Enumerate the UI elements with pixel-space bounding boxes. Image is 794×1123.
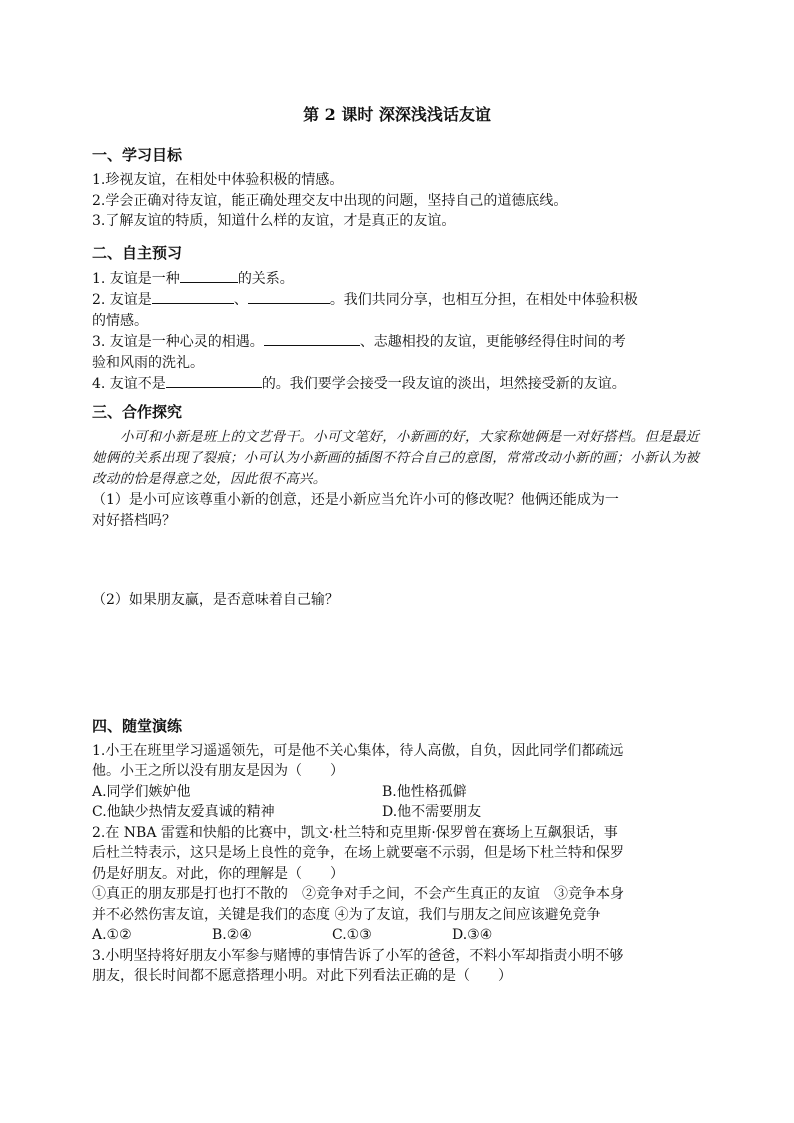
goals-heading: 一、学习目标: [92, 146, 183, 164]
question-1: （1）是小可应该尊重小新的创意，还是小新应当允许小可的修改呢？他俩还能成为一: [92, 491, 619, 508]
mcq-option[interactable]: C.他缺少热情友爱真诚的精神: [92, 804, 275, 820]
preview-text: 、: [233, 292, 248, 308]
page-title: 第 2 课时 深深浅浅话友谊: [303, 105, 491, 124]
preview-item-2: [92, 289, 702, 311]
goal-item: 2.学会正确对待友谊，能正确处理交友中出现的问题，坚持自己的道德底线。: [92, 192, 568, 209]
preview-text: 4. 友谊不是: [92, 376, 166, 392]
worksheet-page: [92, 104, 702, 987]
mcq-2-stem: 2.在 NBA 雷霆和快船的比赛中，凯文·杜兰特和克里斯·保罗曾在赛场上互飙狠话，事: [92, 824, 618, 841]
answer-space[interactable]: [92, 532, 702, 590]
preview-item-1: [92, 268, 702, 290]
mcq-1-options-row: [92, 802, 702, 823]
preview-text: 3. 友谊是一种心灵的相遇。: [92, 334, 264, 350]
question-1-cont: 对好搭档吗？: [92, 512, 176, 529]
preview-text: 2. 友谊是: [92, 292, 152, 308]
preview-text: 的。我们要学会接受一段友谊的淡出，坦然接受新的友谊。: [261, 376, 626, 392]
mcq-2-stem: 仍是好朋友。对此，你的理解是（ ）: [92, 865, 344, 882]
goal-item: 3.了解友谊的特质，知道什么样的友谊，才是真正的友谊。: [92, 213, 456, 229]
preview-text: 验和风雨的洗礼。: [92, 354, 204, 371]
fill-blank[interactable]: [152, 289, 234, 304]
mcq-option[interactable]: B.他性格孤僻: [382, 783, 467, 800]
mcq-option[interactable]: C.①③: [332, 927, 372, 943]
mcq-1-stem: 1.小王在班里学习遥遥领先，可是他不关心集体，待人高傲，自负，因此同学们都疏远: [92, 742, 624, 759]
mcq-1-stem: 他。小王之所以没有朋友是因为（ ）: [92, 763, 344, 779]
preview-item-3: [92, 331, 702, 353]
preview-text: 的情感。: [92, 312, 148, 329]
preview-text: 1. 友谊是一种: [92, 270, 180, 287]
mcq-option[interactable]: B.②④: [212, 927, 252, 943]
fill-blank[interactable]: [180, 268, 238, 283]
answer-space[interactable]: [92, 611, 702, 707]
mcq-2-options-row: [92, 925, 702, 946]
goal-item: 1.珍视友谊，在相处中体验积极的情感。: [92, 172, 344, 188]
preview-item-4: [92, 373, 702, 395]
explore-heading: 三、合作探究: [92, 402, 183, 421]
mcq-2-statements: 并不必然伤害友谊，关键是我们的态度 ④为了友谊，我们与朋友之间应该避免竞争: [92, 906, 601, 923]
practice-heading: 四、随堂演练: [92, 716, 183, 735]
preview-heading: 二、自主预习: [92, 243, 183, 262]
preview-text: 的关系。: [237, 270, 294, 287]
mcq-2-statements: ①真正的朋友那是打也打不散的 ②竞争对手之间，不会产生真正的友谊 ③竞争本身: [92, 886, 624, 902]
mcq-option[interactable]: D.③④: [452, 927, 493, 943]
question-2: （2）如果朋友赢，是否意味着自己输？: [92, 591, 339, 608]
mcq-option[interactable]: D.他不需要朋友: [382, 804, 482, 820]
mcq-3-stem: 朋友，很长时间都不愿意搭理小明。对此下列看法正确的是（ ）: [92, 968, 512, 984]
story-paragraph: 小可和小新是班上的文艺骨干。小可文笔好，小新画的好，大家称她俩是一对好搭档。但是最近她俩的关系出现了裂痕；小可认为小新画的插图不符合自己的意图，常常改动小新的画；小新认为被改动的恰是得意之处，因此很不高兴。: [92, 428, 700, 487]
preview-text: 、志趣相投的友谊，更能够经得住时间的考: [359, 334, 626, 350]
mcq-2-stem: 后杜兰特表示，这只是场上良性的竞争，在场上就要毫不示弱，但是场下杜兰特和保罗: [92, 845, 624, 861]
preview-text: 。我们共同分享，也相互分担，在相处中体验积极: [329, 292, 638, 308]
mcq-1-options-row: [92, 782, 702, 803]
fill-blank[interactable]: [248, 289, 330, 304]
mcq-option[interactable]: A.同学们嫉妒他: [92, 783, 191, 800]
mcq-3-stem: 3.小明坚持将好朋友小军参与赌博的事情告诉了小军的爸爸，不料小军却指责小明不够: [92, 947, 624, 964]
fill-blank[interactable]: [264, 331, 360, 346]
mcq-option[interactable]: A.①②: [92, 927, 132, 943]
fill-blank[interactable]: [166, 373, 262, 388]
